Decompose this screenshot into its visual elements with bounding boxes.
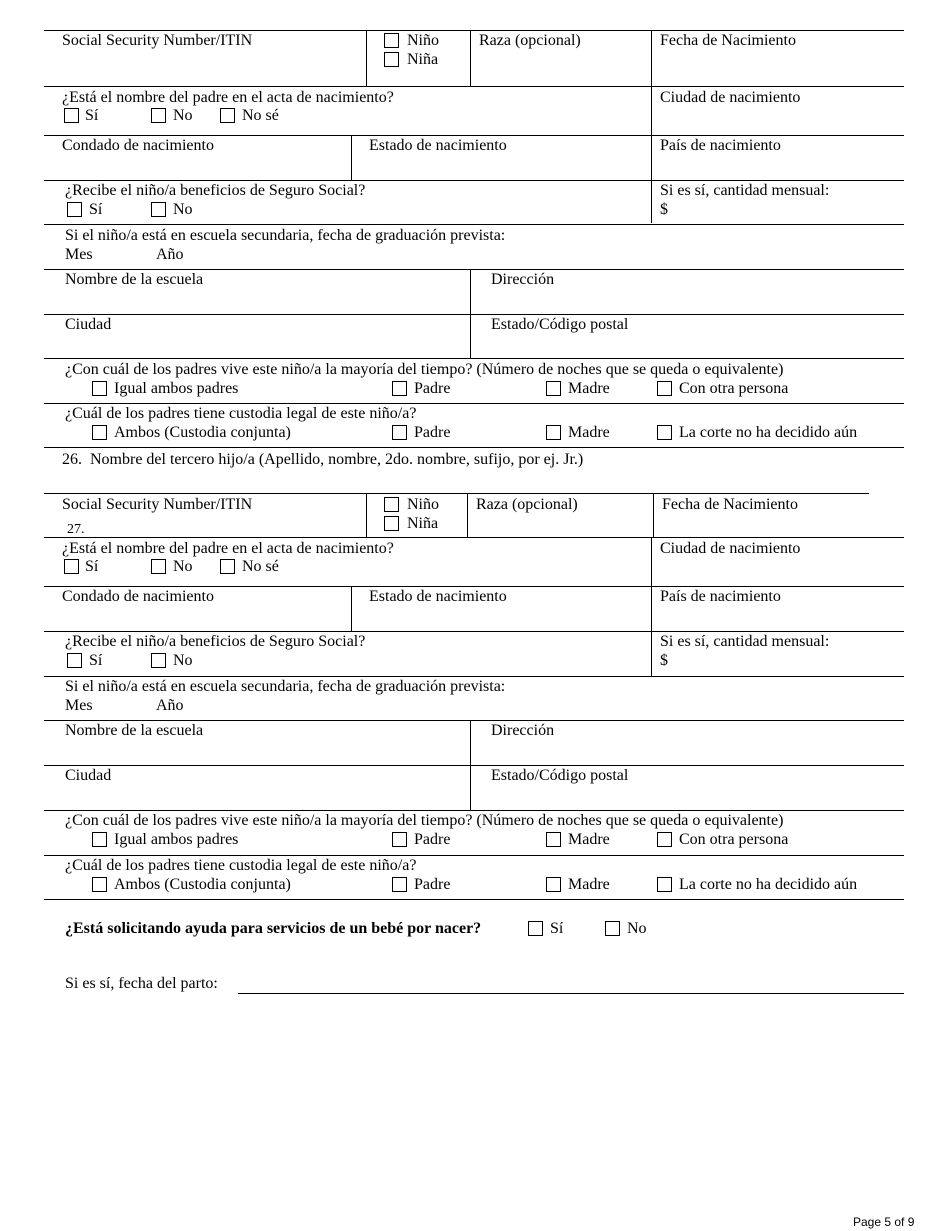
- vive-otra-checkbox[interactable]: [657, 832, 672, 847]
- custodia-corte-checkbox[interactable]: [657, 877, 672, 892]
- vive-padre-checkbox[interactable]: [392, 381, 407, 396]
- nina-checkbox[interactable]: [384, 516, 399, 531]
- unborn-question: ¿Está solicitando ayuda para servicios de un bebé por nacer?: [65, 920, 482, 937]
- custodia-padre-checkbox[interactable]: [392, 425, 407, 440]
- q26-number: 26.: [62, 451, 82, 468]
- padre-acta-label: ¿Está el nombre del padre en el acta de nacimiento?: [62, 540, 394, 557]
- estado-nac-label: Estado de nacimiento: [369, 588, 507, 605]
- custodia-corte-checkbox[interactable]: [657, 425, 672, 440]
- beneficios-si-checkbox[interactable]: [67, 653, 82, 668]
- cantidad-label: Si es sí, cantidad mensual:: [660, 633, 830, 650]
- fecha-parto-label: Si es sí, fecha del parto:: [65, 975, 218, 992]
- corte-label: La corte no ha decidido aún: [679, 876, 858, 893]
- direccion-label: Dirección: [491, 722, 555, 739]
- pais-nac-label: País de nacimiento: [660, 137, 781, 154]
- q26-text: Nombre del tercero hijo/a (Apellido, nombre, 2do. nombre, sufijo, por ej. Jr.): [90, 451, 584, 468]
- dollar-sign: $: [660, 201, 668, 218]
- beneficios-label: ¿Recibe el niño/a beneficios de Seguro Social?: [65, 633, 366, 650]
- otra-label: Con otra persona: [679, 831, 789, 848]
- beneficios-label: ¿Recibe el niño/a beneficios de Seguro Social?: [65, 182, 366, 199]
- no-se-label: No sé: [242, 558, 279, 575]
- vive-madre-checkbox[interactable]: [546, 832, 561, 847]
- condado-nac-label: Condado de nacimiento: [62, 137, 214, 154]
- igual-label: Igual ambos padres: [114, 380, 239, 397]
- vive-igual-checkbox[interactable]: [92, 381, 107, 396]
- nino-checkbox[interactable]: [384, 33, 399, 48]
- nino-label: Niño: [407, 496, 439, 513]
- padre-acta-nose-checkbox[interactable]: [220, 559, 235, 574]
- raza-label: Raza (opcional): [479, 32, 581, 49]
- madre-label: Madre: [568, 424, 610, 441]
- si-label: Sí: [89, 652, 103, 669]
- nina-checkbox[interactable]: [384, 52, 399, 67]
- no-se-label: No sé: [242, 107, 279, 124]
- beneficios-si-checkbox[interactable]: [67, 202, 82, 217]
- padre-acta-si-checkbox[interactable]: [64, 108, 79, 123]
- raza-label: Raza (opcional): [476, 496, 578, 513]
- vive-otra-checkbox[interactable]: [657, 381, 672, 396]
- custodia-ambos-checkbox[interactable]: [92, 877, 107, 892]
- padre-acta-no-checkbox[interactable]: [151, 559, 166, 574]
- ciudad-nac-label: Ciudad de nacimiento: [660, 89, 801, 106]
- unborn-no-checkbox[interactable]: [605, 921, 620, 936]
- escuela-label: Nombre de la escuela: [65, 722, 204, 739]
- si-label: Sí: [89, 201, 103, 218]
- page-number: Page 5 of 9: [853, 1215, 915, 1229]
- vive-madre-checkbox[interactable]: [546, 381, 561, 396]
- no-label: No: [173, 558, 193, 575]
- ciudad-label: Ciudad: [65, 767, 112, 784]
- otra-label: Con otra persona: [679, 380, 789, 397]
- pais-nac-label: País de nacimiento: [660, 588, 781, 605]
- nina-label: Niña: [407, 515, 439, 532]
- estado-cp-label: Estado/Código postal: [491, 316, 629, 333]
- nino-label: Niño: [407, 32, 439, 49]
- vive-igual-checkbox[interactable]: [92, 832, 107, 847]
- beneficios-no-checkbox[interactable]: [151, 653, 166, 668]
- graduacion-label: Si el niño/a está en escuela secundaria, fecha de graduación prevista:: [65, 227, 506, 244]
- fecha-nac-label: Fecha de Nacimiento: [662, 496, 798, 513]
- ssn-label: Social Security Number/ITIN: [62, 496, 253, 513]
- custodia-label: ¿Cuál de los padres tiene custodia legal de este niño/a?: [65, 857, 417, 874]
- no-label: No: [173, 107, 193, 124]
- ambos-label: Ambos (Custodia conjunta): [114, 876, 291, 893]
- padre-label: Padre: [414, 876, 451, 893]
- padre-label: Padre: [414, 380, 451, 397]
- padre-acta-si-checkbox[interactable]: [64, 559, 79, 574]
- padre-label: Padre: [414, 424, 451, 441]
- custodia-madre-checkbox[interactable]: [546, 425, 561, 440]
- padre-label: Padre: [414, 831, 451, 848]
- unborn-si-checkbox[interactable]: [528, 921, 543, 936]
- beneficios-no-checkbox[interactable]: [151, 202, 166, 217]
- no-label: No: [173, 652, 193, 669]
- custodia-ambos-checkbox[interactable]: [92, 425, 107, 440]
- ciudad-nac-label: Ciudad de nacimiento: [660, 540, 801, 557]
- vive-padre-checkbox[interactable]: [392, 832, 407, 847]
- ciudad-label: Ciudad: [65, 316, 112, 333]
- condado-nac-label: Condado de nacimiento: [62, 588, 214, 605]
- fecha-nac-label: Fecha de Nacimiento: [660, 32, 796, 49]
- mes-label: Mes: [65, 697, 93, 714]
- nino-checkbox[interactable]: [384, 497, 399, 512]
- custodia-madre-checkbox[interactable]: [546, 877, 561, 892]
- unborn-si-label: Sí: [550, 920, 564, 937]
- mes-label: Mes: [65, 246, 93, 263]
- nina-label: Niña: [407, 51, 439, 68]
- direccion-label: Dirección: [491, 271, 555, 288]
- anio-label: Año: [156, 697, 184, 714]
- corte-label: La corte no ha decidido aún: [679, 424, 858, 441]
- padre-acta-label: ¿Está el nombre del padre en el acta de nacimiento?: [62, 89, 394, 106]
- escuela-label: Nombre de la escuela: [65, 271, 204, 288]
- graduacion-label: Si el niño/a está en escuela secundaria, fecha de graduación prevista:: [65, 678, 506, 695]
- custodia-padre-checkbox[interactable]: [392, 877, 407, 892]
- si-label: Sí: [85, 558, 99, 575]
- estado-nac-label: Estado de nacimiento: [369, 137, 507, 154]
- cantidad-label: Si es sí, cantidad mensual:: [660, 182, 830, 199]
- no-label: No: [173, 201, 193, 218]
- madre-label: Madre: [568, 380, 610, 397]
- q27-number: 27.: [67, 522, 85, 537]
- igual-label: Igual ambos padres: [114, 831, 239, 848]
- vive-con-label: ¿Con cuál de los padres vive este niño/a la mayoría del tiempo? (Número de noches que se queda o equivalente): [65, 361, 784, 378]
- madre-label: Madre: [568, 831, 610, 848]
- dollar-sign: $: [660, 652, 668, 669]
- vive-con-label: ¿Con cuál de los padres vive este niño/a la mayoría del tiempo? (Número de noches que se queda o equivalente): [65, 812, 784, 829]
- padre-acta-nose-checkbox[interactable]: [220, 108, 235, 123]
- ssn-label: Social Security Number/ITIN: [62, 32, 253, 49]
- ambos-label: Ambos (Custodia conjunta): [114, 424, 291, 441]
- unborn-no-label: No: [627, 920, 647, 937]
- custodia-label: ¿Cuál de los padres tiene custodia legal de este niño/a?: [65, 405, 417, 422]
- padre-acta-no-checkbox[interactable]: [151, 108, 166, 123]
- madre-label: Madre: [568, 876, 610, 893]
- estado-cp-label: Estado/Código postal: [491, 767, 629, 784]
- si-label: Sí: [85, 107, 99, 124]
- fecha-parto-line[interactable]: [238, 993, 904, 994]
- anio-label: Año: [156, 246, 184, 263]
